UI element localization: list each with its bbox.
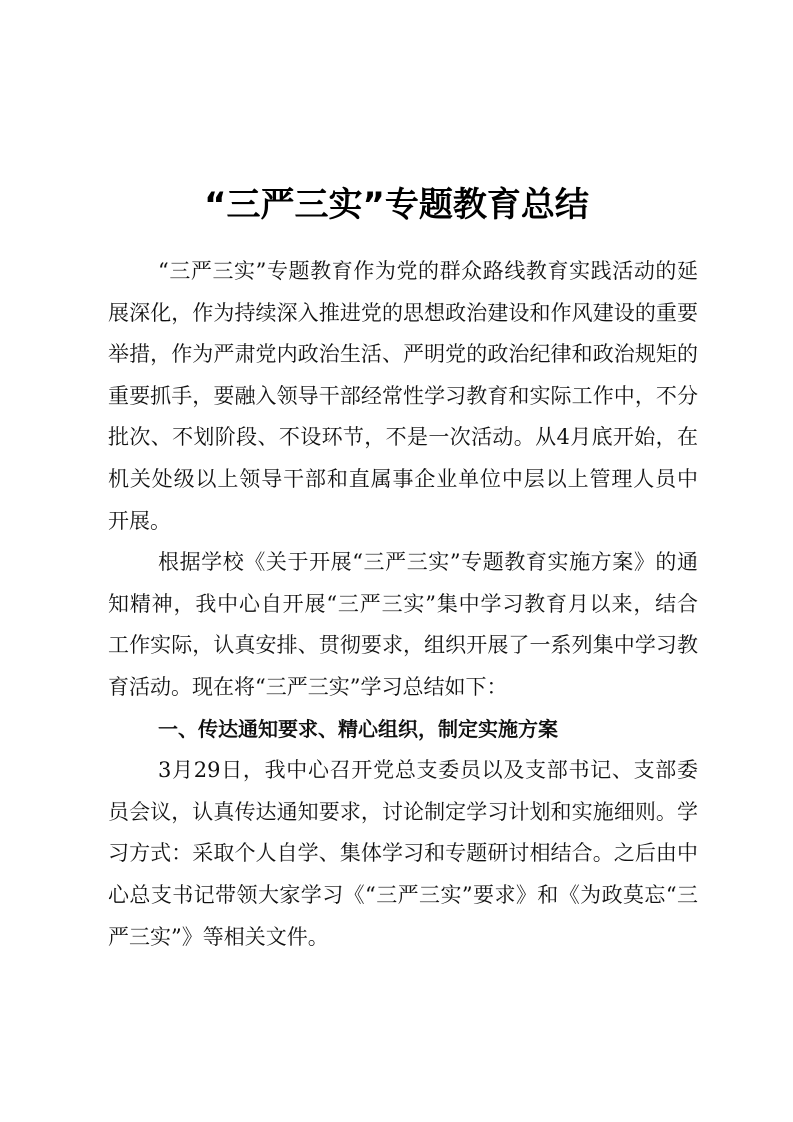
text-line: “三严三实”专题教育作为党的群众路线教育实践活动的延: [158, 259, 698, 283]
section-heading: 一、传达通知要求、精心组织，制定实施方案: [158, 716, 558, 741]
text-line: 重要抓手，要融入领导干部经常性学习教育和实际工作中，不分: [108, 383, 698, 408]
text-line: 工作实际，认真安排、贯彻要求，组织开展了一系列集中学习教: [108, 633, 698, 658]
text-line: 习方式：采取个人自学、集体学习和专题研讨相结合。之后由中: [108, 841, 698, 866]
document-title: “三严三实”专题教育总结: [204, 185, 589, 225]
text-line: 举措，作为严肃党内政治生活、严明党的政治纪律和政治规矩的: [108, 342, 698, 367]
text-line: 严三实”》等相关文件。: [108, 924, 329, 949]
document-body: [108, 251, 698, 958]
text-line: 3月29日，我中心召开党总支委员以及支部书记、支部委: [158, 758, 698, 783]
text-line: 员会议，认真传达通知要求，讨论制定学习计划和实施细则。学: [108, 799, 698, 824]
text-line: 根据学校《关于开展“三严三实”专题教育实施方案》的通: [158, 550, 698, 575]
text-line: 机关处级以上领导干部和直属事企业单位中层以上管理人员中: [108, 466, 698, 491]
paragraph-background: [108, 542, 698, 708]
text-line: 开展。: [108, 508, 171, 533]
text-line: 批次、不划阶段、不设环节，不是一次活动。从4月底开始，在: [108, 425, 698, 450]
text-line: 心总支书记带领大家学习《“三严三实”要求》和《为政莫忘“三: [108, 882, 698, 907]
text-line: 展深化，作为持续深入推进党的思想政治建设和作风建设的重要: [108, 300, 698, 325]
text-line: 知精神，我中心自开展“三严三实”集中学习教育月以来，结合: [108, 591, 698, 616]
paragraph-intro: [108, 251, 698, 542]
text-line: 育活动。现在将“三严三实”学习总结如下：: [108, 674, 508, 699]
paragraph-section-1: [108, 750, 698, 958]
